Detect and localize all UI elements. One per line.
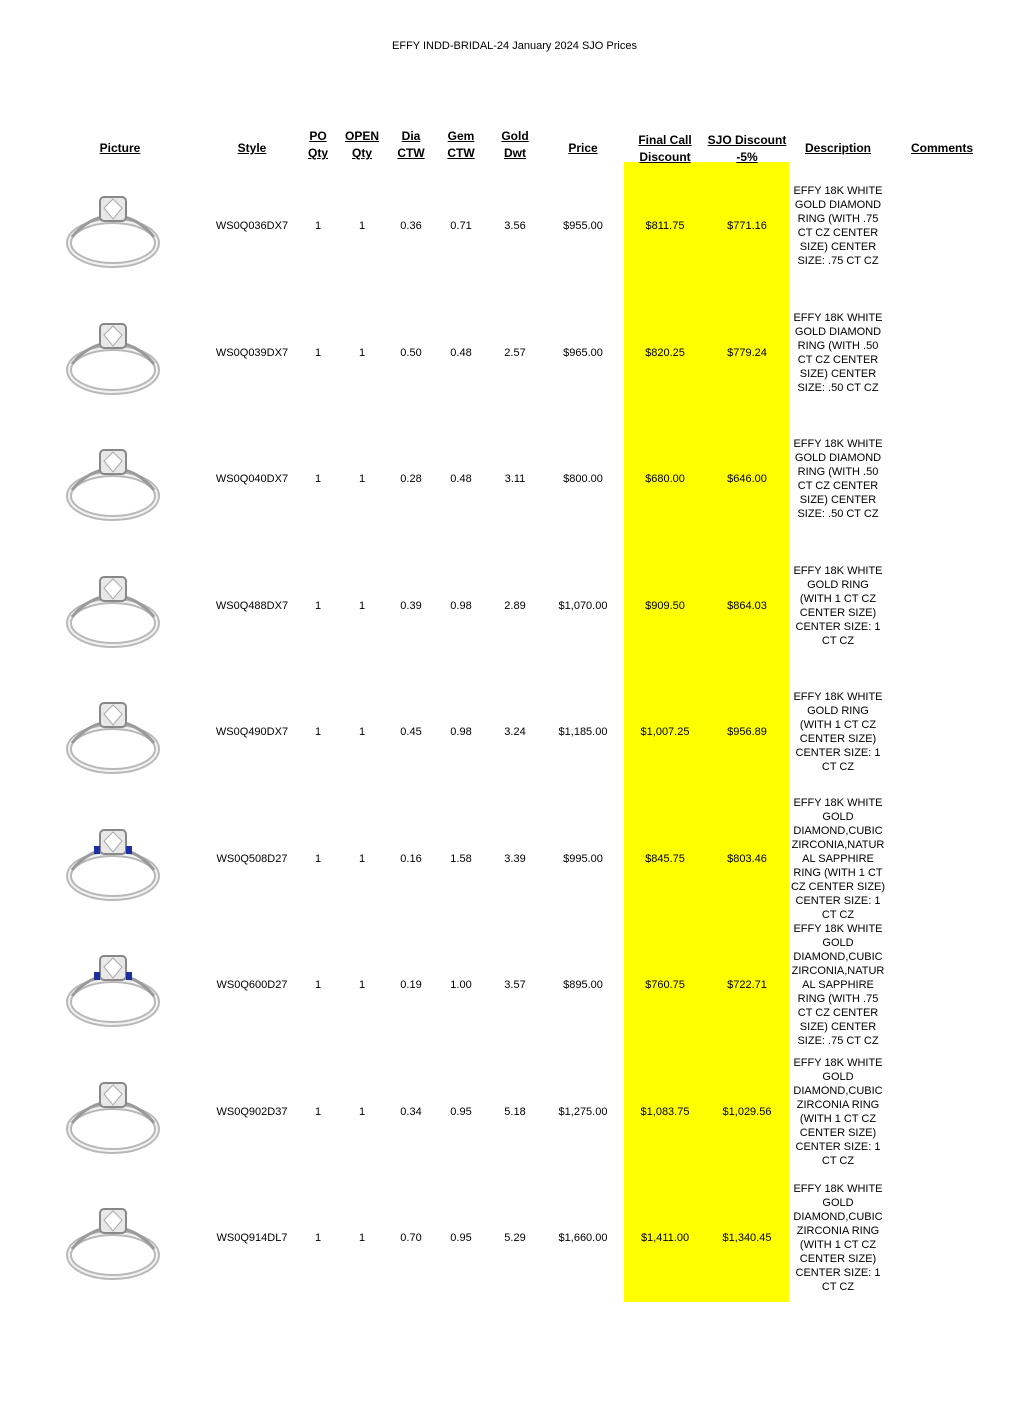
cell-gold-dwt: 3.24 [504, 726, 526, 738]
description-line: EFFY 18K WHITE [793, 1183, 883, 1195]
cell-description [788, 1056, 888, 1168]
header-open-qty [337, 128, 387, 162]
description-line: GOLD DIAMOND [794, 325, 882, 338]
ring-image [58, 810, 168, 910]
header-open-qty-line2: Qty [351, 146, 372, 160]
description-line: CENTER SIZE) [799, 733, 877, 745]
description-line: EFFY 18K WHITE [793, 796, 883, 809]
header-gem-ctw-line1: Gem [447, 129, 475, 143]
cell-open-qty: 1 [358, 599, 366, 612]
header-dia-ctw [388, 128, 434, 162]
header-sjo-discount-line1: SJO Discount [707, 133, 787, 147]
description-line: DIAMOND,CUBIC [793, 824, 883, 837]
cell-style: WS0Q488DX7 [215, 599, 289, 612]
cell-open-qty: 1 [358, 726, 366, 738]
cell-dia-ctw: 0.34 [400, 1105, 422, 1118]
cell-gem-ctw: 0.95 [450, 1105, 472, 1118]
cell-dia-ctw: 0.19 [400, 979, 422, 991]
description-line: SIZE: .75 CT CZ [797, 1035, 879, 1047]
cell-po-qty: 1 [314, 852, 322, 865]
ring-image [58, 557, 168, 657]
cell-dia-ctw: 0.50 [400, 346, 422, 359]
cell-final-call: $1,411.00 [640, 1232, 690, 1244]
ring-image [58, 1189, 168, 1289]
description-line: CENTER SIZE: 1 [795, 1267, 881, 1279]
cell-gem-ctw: 0.98 [450, 726, 472, 738]
ring-image [58, 936, 168, 1036]
description-line: ZIRCONIA,NATUR [791, 838, 885, 851]
description-line: CENTER SIZE: 1 [795, 620, 881, 633]
cell-po-qty: 1 [314, 1105, 322, 1118]
cell-dia-ctw: 0.16 [400, 852, 422, 865]
description-line: SIZE: .50 CT CZ [797, 381, 879, 394]
description-line: EFFY 18K WHITE [793, 564, 883, 577]
table-row [0, 416, 1029, 542]
cell-style: WS0Q036DX7 [215, 220, 289, 232]
cell-po-qty: 1 [314, 726, 322, 738]
description-line: CZ CENTER SIZE) [790, 880, 886, 893]
cell-dia-ctw: 0.28 [400, 473, 422, 485]
cell-gem-ctw: 0.95 [450, 1232, 472, 1244]
cell-final-call: $1,083.75 [640, 1105, 690, 1118]
description-line: RING (WITH .75 [797, 993, 879, 1005]
description-line: RING (WITH 1 CT [793, 866, 883, 879]
description-line: ZIRCONIA RING [796, 1098, 880, 1111]
cell-dia-ctw: 0.39 [400, 599, 422, 612]
description-line: DIAMOND,CUBIC [793, 1084, 883, 1097]
cell-description [788, 184, 888, 268]
header-sjo-discount-line2: -5% [736, 150, 758, 164]
header-gold-dwt-line2: Dwt [504, 146, 526, 160]
header-gold-dwt-line1: Gold [501, 129, 529, 143]
cell-final-call: $909.50 [645, 599, 685, 612]
description-line: GOLD RING [807, 578, 869, 591]
header-gold-dwt [492, 128, 538, 162]
table-row [0, 796, 1029, 922]
cell-gold-dwt: 2.89 [504, 599, 526, 612]
description-line: (WITH 1 CT CZ [799, 1112, 877, 1125]
cell-sjo-discount: $722.71 [727, 979, 767, 991]
header-description: Description [804, 141, 871, 155]
sapphire-icon [94, 846, 100, 854]
cell-gem-ctw: 0.48 [450, 346, 472, 359]
description-line: GOLD [822, 1070, 854, 1083]
cell-sjo-discount: $1,029.56 [722, 1105, 772, 1118]
description-line: SIZE) CENTER [799, 1021, 877, 1033]
cell-price: $995.00 [563, 852, 603, 865]
cell-style: WS0Q600D27 [216, 979, 288, 991]
header-po-qty [298, 128, 338, 162]
description-line: CT CZ CENTER [797, 480, 879, 492]
description-line: DIAMOND,CUBIC [793, 951, 883, 963]
cell-price: $1,185.00 [558, 726, 608, 738]
description-line: GOLD DIAMOND [794, 452, 882, 464]
cell-description [788, 690, 888, 774]
cell-open-qty: 1 [358, 473, 366, 485]
header-final-call-line2: Discount [639, 150, 691, 164]
description-line: GOLD [822, 1197, 854, 1209]
sapphire-icon [94, 972, 100, 980]
description-line: CT CZ [821, 761, 855, 773]
cell-gold-dwt: 5.29 [504, 1232, 526, 1244]
cell-price: $1,070.00 [558, 599, 608, 612]
cell-gold-dwt: 2.57 [504, 346, 526, 359]
cell-style: WS0Q040DX7 [215, 473, 289, 485]
header-price: Price [568, 141, 598, 155]
header-sjo-discount [704, 132, 790, 166]
header-comments: Comments [910, 141, 973, 155]
description-line: SIZE) CENTER [799, 494, 877, 506]
description-line: (WITH 1 CT CZ [799, 592, 877, 605]
cell-open-qty: 1 [358, 979, 366, 991]
ring-image [58, 430, 168, 530]
cell-po-qty: 1 [314, 979, 322, 991]
cell-po-qty: 1 [314, 346, 322, 359]
description-line: CENTER SIZE: 1 [795, 894, 881, 907]
ring-image [58, 1063, 168, 1163]
description-line: CENTER SIZE: 1 [795, 747, 881, 759]
cell-price: $955.00 [563, 220, 603, 232]
cell-style: WS0Q039DX7 [215, 346, 289, 359]
cell-final-call: $811.75 [645, 220, 685, 232]
header-final-call [630, 132, 700, 166]
cell-gold-dwt: 3.39 [504, 852, 526, 865]
cell-sjo-discount: $864.03 [727, 599, 767, 612]
description-line: RING (WITH .75 [797, 213, 879, 225]
description-line: EFFY 18K WHITE [793, 438, 883, 450]
cell-sjo-discount: $646.00 [727, 473, 767, 485]
cell-gold-dwt: 3.11 [504, 473, 526, 485]
description-line: EFFY 18K WHITE [793, 923, 883, 935]
table-row [0, 290, 1029, 416]
description-line: ZIRCONIA RING [796, 1225, 880, 1237]
cell-price: $1,660.00 [558, 1232, 608, 1244]
header-dia-ctw-line1: Dia [401, 129, 421, 143]
description-line: RING (WITH .50 [797, 339, 879, 352]
description-line: CENTER SIZE: 1 [795, 1140, 881, 1153]
description-line: DIAMOND,CUBIC [793, 1211, 883, 1223]
cell-sjo-discount: $779.24 [727, 346, 767, 359]
cell-sjo-discount: $956.89 [727, 726, 767, 738]
description-line: CT CZ [821, 1154, 855, 1167]
cell-gold-dwt: 5.18 [504, 1105, 526, 1118]
table-row [0, 163, 1029, 289]
cell-sjo-discount: $771.16 [727, 220, 767, 232]
header-po-qty-line2: Qty [307, 146, 328, 160]
cell-final-call: $680.00 [645, 473, 685, 485]
cell-price: $1,275.00 [558, 1105, 608, 1118]
cell-dia-ctw: 0.70 [400, 1232, 422, 1244]
cell-po-qty: 1 [314, 473, 322, 485]
description-line: EFFY 18K WHITE [793, 311, 883, 324]
cell-style: WS0Q508D27 [216, 852, 288, 865]
description-line: GOLD RING [807, 705, 869, 717]
ring-image [58, 683, 168, 783]
cell-description [788, 796, 888, 922]
cell-style: WS0Q902D37 [216, 1105, 288, 1118]
description-line: AL SAPPHIRE [802, 979, 874, 991]
document-title: EFFY INDD-BRIDAL-24 January 2024 SJO Prices [392, 40, 637, 52]
description-line: CT CZ [821, 908, 855, 921]
header-gem-ctw [438, 128, 484, 162]
description-line: ZIRCONIA,NATUR [791, 965, 885, 977]
cell-description [788, 564, 888, 648]
cell-gem-ctw: 1.00 [450, 979, 472, 991]
description-line: (WITH 1 CT CZ [799, 1239, 877, 1251]
cell-po-qty: 1 [314, 599, 322, 612]
cell-sjo-discount: $803.46 [727, 852, 767, 865]
cell-style: WS0Q490DX7 [215, 726, 289, 738]
cell-sjo-discount: $1,340.45 [722, 1232, 772, 1244]
description-line: SIZE) CENTER [799, 241, 877, 253]
cell-final-call: $845.75 [645, 852, 685, 865]
cell-price: $895.00 [563, 979, 603, 991]
cell-dia-ctw: 0.36 [400, 220, 422, 232]
description-line: GOLD DIAMOND [794, 199, 882, 211]
cell-open-qty: 1 [358, 1105, 366, 1118]
description-line: CENTER SIZE) [799, 1126, 877, 1139]
description-line: EFFY 18K WHITE [793, 1056, 883, 1069]
header-gem-ctw-line2: CTW [447, 146, 475, 160]
description-line: SIZE: .50 CT CZ [797, 508, 879, 520]
cell-style: WS0Q914DL7 [216, 1232, 288, 1244]
header-open-qty-line1: OPEN [344, 129, 379, 143]
cell-open-qty: 1 [358, 1232, 366, 1244]
header-dia-ctw-line2: CTW [397, 146, 425, 160]
table-row [0, 922, 1029, 1048]
cell-final-call: $820.25 [645, 346, 685, 359]
description-line: RING (WITH .50 [797, 466, 879, 478]
cell-gem-ctw: 1.58 [450, 852, 472, 865]
cell-description [788, 311, 888, 395]
cell-description [788, 437, 888, 521]
header-picture: Picture [99, 141, 141, 155]
header-final-call-line1: Final Call [638, 133, 692, 147]
description-line: CT CZ [821, 634, 855, 647]
header-style: Style [237, 141, 267, 155]
description-line: (WITH 1 CT CZ [799, 719, 877, 731]
description-line: CENTER SIZE) [799, 1253, 877, 1265]
cell-gold-dwt: 3.56 [504, 220, 526, 232]
sapphire-icon [126, 972, 132, 980]
description-line: CT CZ [821, 1281, 855, 1293]
cell-dia-ctw: 0.45 [400, 726, 422, 738]
cell-gem-ctw: 0.98 [450, 599, 472, 612]
header-po-qty-line1: PO [309, 129, 327, 143]
cell-gem-ctw: 0.71 [450, 220, 472, 232]
cell-final-call: $1,007.25 [640, 726, 690, 738]
description-line: CENTER SIZE) [799, 606, 877, 619]
description-line: GOLD [822, 937, 854, 949]
description-line: SIZE) CENTER [799, 367, 877, 380]
sapphire-icon [126, 846, 132, 854]
description-line: GOLD [822, 810, 854, 823]
description-line: AL SAPPHIRE [802, 852, 874, 865]
cell-open-qty: 1 [358, 852, 366, 865]
description-line: EFFY 18K WHITE [793, 691, 883, 703]
cell-open-qty: 1 [358, 220, 366, 232]
cell-price: $800.00 [563, 473, 603, 485]
cell-po-qty: 1 [314, 1232, 322, 1244]
description-line: EFFY 18K WHITE [793, 185, 883, 197]
table-row [0, 1175, 1029, 1301]
cell-gold-dwt: 3.57 [504, 979, 526, 991]
ring-image [58, 304, 168, 404]
cell-po-qty: 1 [314, 220, 322, 232]
table-row [0, 669, 1029, 795]
description-line: SIZE: .75 CT CZ [797, 255, 879, 267]
cell-gem-ctw: 0.48 [450, 473, 472, 485]
table-row [0, 543, 1029, 669]
description-line: CT CZ CENTER [797, 1007, 879, 1019]
cell-open-qty: 1 [358, 346, 366, 359]
ring-image [58, 177, 168, 277]
description-line: CT CZ CENTER [797, 353, 879, 366]
cell-price: $965.00 [563, 346, 603, 359]
description-line: CT CZ CENTER [797, 227, 879, 239]
cell-final-call: $760.75 [645, 979, 685, 991]
table-row [0, 1049, 1029, 1175]
cell-description [788, 1182, 888, 1294]
cell-description [788, 922, 888, 1048]
